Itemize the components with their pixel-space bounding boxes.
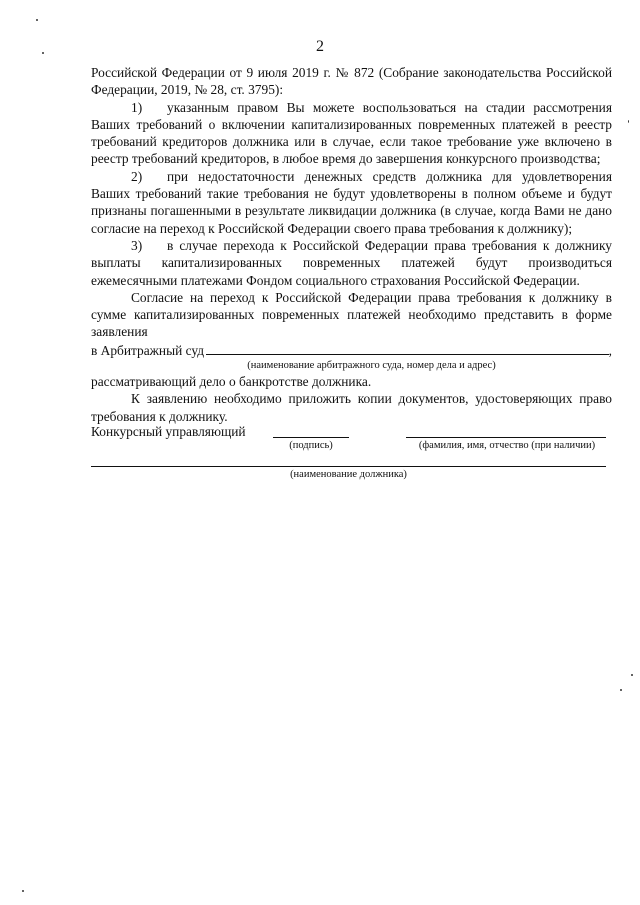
consent-paragraph: Согласие на переход к Российской Федерации права требования к должнику в сумме капитализированных повременных платежей необходимо представить в форме заявления: [91, 289, 612, 340]
page-number: 2: [316, 38, 324, 55]
scan-speck: [631, 674, 633, 676]
intro-paragraph: Российской Федерации от 9 июля 2019 г. № 872 (Собрание законодательства Российской Федерации, 2019, № 28, ст. 3795):: [91, 65, 612, 98]
list-item-number: 3): [131, 237, 143, 253]
attach-paragraph: К заявлению необходимо приложить копии документов, удостоверяющих право требования к должнику.: [91, 391, 612, 424]
list-item-number: 1): [131, 99, 143, 115]
list-item-number: 2): [131, 168, 143, 184]
scan-speck: [36, 19, 38, 21]
list-item-text: указанным правом Вы можете воспользоваться на стадии рассмотрения Ваших требований о включении капитализированных повременных платежей в реестр требований кредиторов должника или в случае, если такое требование уже включено в реестр требований кредиторов, в любое время до завершения конкурсного производства;: [91, 99, 612, 167]
signature-caption: (подпись): [289, 440, 333, 451]
document-body: [91, 64, 612, 425]
list-item-3: [91, 237, 612, 289]
scan-speck: [42, 52, 44, 54]
list-item-text: в случае перехода к Российской Федерации права требования к должнику выплаты капитализированных повременных платежей будут производиться ежемесячными платежами Фондом социального страхования Российской Федерации.: [91, 237, 612, 288]
list-item-text: при недостаточности денежных средств должника для удовлетворения Ваших требований такие требования не будут удовлетворены в полном объеме и будут признаны погашенными в результате ликвидации должника (в случае, когда Вами не дано согласие на переход к Российской Федерации своего права требования к должнику);: [91, 168, 612, 236]
name-caption: (фамилия, имя, отчество (при наличии): [418, 440, 596, 451]
court-fill-line: [206, 341, 609, 355]
scan-speck: [628, 120, 629, 123]
scan-speck: [22, 890, 24, 892]
signature-role-label: Конкурсный управляющий: [91, 424, 246, 439]
list-item-2: [91, 168, 612, 237]
court-after-text: рассматривающий дело о банкротстве должника.: [91, 374, 372, 390]
debtor-caption: (наименование должника): [290, 469, 407, 480]
court-caption: (наименование арбитражного суда, номер дела и адрес): [247, 360, 496, 372]
court-prefix: в Арбитражный суд: [91, 342, 205, 358]
name-line: [406, 437, 606, 438]
court-suffix: ,: [608, 342, 612, 358]
debtor-line: [91, 466, 606, 467]
court-fill-row: [91, 341, 612, 359]
list-item-1: [91, 99, 612, 168]
scan-speck: [620, 689, 622, 691]
signature-line: [273, 437, 349, 438]
